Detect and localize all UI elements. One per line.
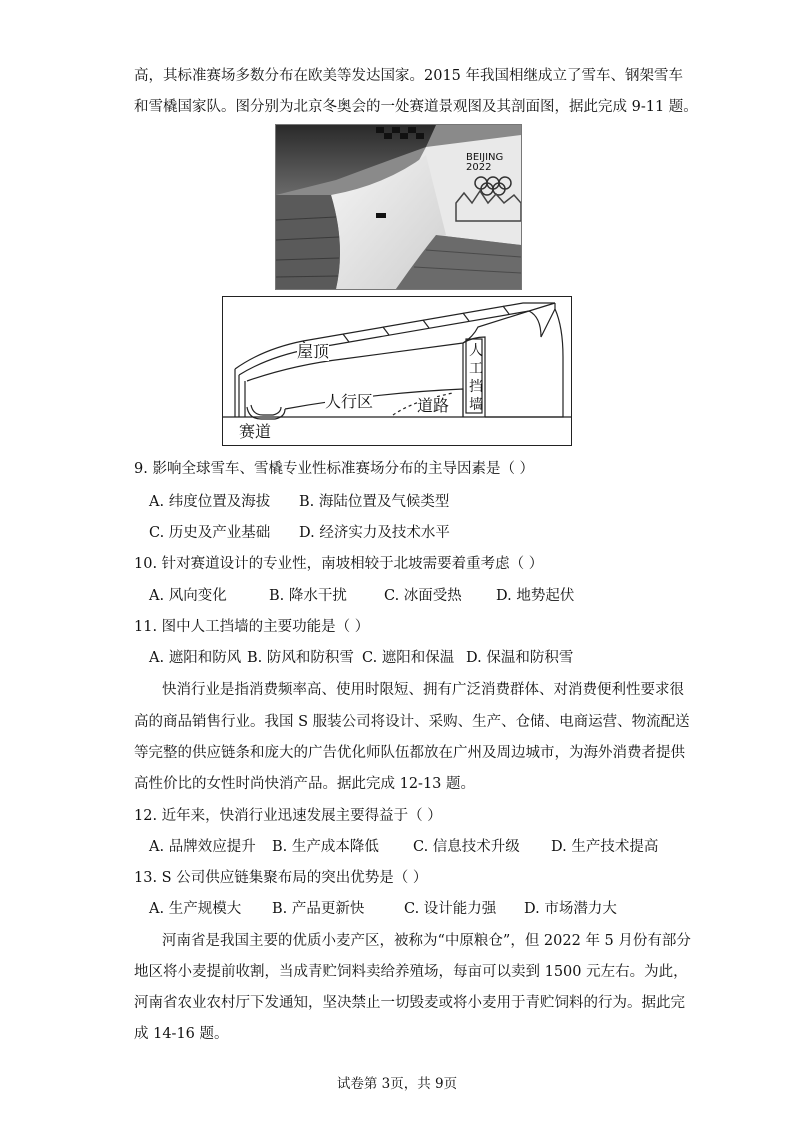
- track-photo-drawing: [276, 125, 521, 289]
- q9-option-a: A. 纬度位置及海拔: [149, 494, 271, 510]
- intro-line-1: 高，其标准赛场多数分布在欧美等发达国家。2015 年我国相继成立了雪车、钢架雪车: [134, 68, 684, 84]
- passage3-line-2: 地区将小麦提前收割，当成青贮饲料卖给养殖场，每亩可以卖到 1500 元左右。为此，: [134, 964, 688, 980]
- q10-option-c: C. 冰面受热: [384, 588, 462, 604]
- q13-option-d: D. 市场潜力大: [524, 901, 617, 917]
- q9-option-d: D. 经济实力及技术水平: [299, 525, 450, 541]
- q13-option-a: A. 生产规模大: [149, 901, 242, 917]
- label-track: 赛道: [239, 422, 272, 441]
- q10-option-a: A. 风向变化: [149, 588, 227, 604]
- q10-option-d: D. 地势起伏: [496, 588, 575, 604]
- label-walkway: 人行区: [325, 392, 374, 411]
- label-wall-2: 工: [469, 361, 483, 377]
- cross-section-drawing: [223, 297, 571, 445]
- passage2-line-1: 快消行业是指消费频率高、使用时限短、拥有广泛消费群体、对消费便利性要求很: [162, 682, 684, 698]
- q12-option-d: D. 生产技术提高: [551, 839, 659, 855]
- passage3-line-4: 成 14-16 题。: [134, 1026, 229, 1042]
- q11-option-a: A. 遮阳和防风: [149, 650, 242, 666]
- q12-option-b: B. 生产成本降低: [272, 839, 379, 855]
- q10-stem: 10. 针对赛道设计的专业性，南坡相较于北坡需要着重考虑（ ）: [134, 556, 544, 572]
- q12-option-c: C. 信息技术升级: [413, 839, 520, 855]
- q9-option-b: B. 海陆位置及气候类型: [299, 494, 450, 510]
- label-wall-1: 人: [469, 343, 483, 359]
- q13-option-c: C. 设计能力强: [404, 901, 497, 917]
- passage2-line-4: 高性价比的女性时尚快消产品。据此完成 12-13 题。: [134, 776, 476, 792]
- track-photo: [275, 124, 522, 290]
- q13-stem: 13. S 公司供应链集聚布局的突出优势是（ ）: [134, 870, 428, 886]
- passage2-line-2: 高的商品销售行业。我国 S 服装公司将设计、采购、生产、仓储、电商运营、物流配送: [134, 714, 690, 730]
- passage3-line-3: 河南省农业农村厅下发通知，坚决禁止一切毁麦或将小麦用于青贮饲料的行为。据此完: [134, 995, 685, 1011]
- track-cross-section-diagram: [222, 296, 572, 446]
- q9-stem: 9. 影响全球雪车、雪橇专业性标准赛场分布的主导因素是（ ）: [134, 461, 535, 477]
- q9-option-c: C. 历史及产业基础: [149, 525, 271, 541]
- q13-option-b: B. 产品更新快: [272, 901, 365, 917]
- passage3-line-1: 河南省是我国主要的优质小麦产区，被称为“中原粮仓”，但 2022 年 5 月份有部分: [162, 933, 691, 949]
- photo-logo-text: BEIJING 2022: [466, 152, 504, 173]
- q10-option-b: B. 降水干扰: [269, 588, 347, 604]
- q12-stem: 12. 近年来，快消行业迅速发展主要得益于（ ）: [134, 808, 442, 824]
- label-wall-4: 墙: [469, 397, 483, 413]
- label-road: 道路: [417, 396, 450, 415]
- q11-option-b: B. 防风和防积雪: [247, 650, 354, 666]
- passage2-line-3: 等完整的供应链条和庞大的广告优化师队伍都放在广州及周边城市，为海外消费者提供: [134, 745, 685, 761]
- page-footer: 试卷第 3页，共 9页: [336, 1076, 458, 1092]
- q11-stem: 11. 图中人工挡墙的主要功能是（ ）: [134, 619, 370, 635]
- label-wall-3: 挡: [469, 379, 483, 395]
- q11-option-d: D. 保温和防积雪: [466, 650, 574, 666]
- label-roof: 屋顶: [297, 342, 330, 361]
- q12-option-a: A. 品牌效应提升: [149, 839, 256, 855]
- intro-line-2: 和雪橇国家队。图分别为北京冬奥会的一处赛道景观图及其剖面图，据此完成 9-11 题。: [134, 99, 698, 115]
- q11-option-c: C. 遮阳和保温: [362, 650, 455, 666]
